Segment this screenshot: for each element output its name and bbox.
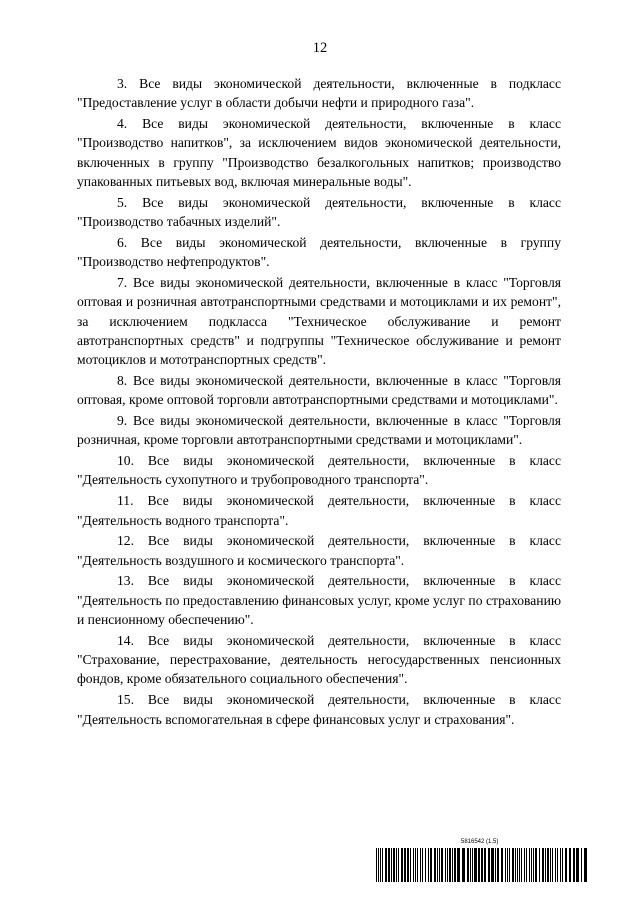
list-item: 5. Все виды экономической деятельности, включенные в класс "Производство табачных изделий". <box>77 194 561 230</box>
barcode-icon <box>376 848 590 882</box>
list-item: 4. Все виды экономической деятельности, включенные в класс "Производство напитков", за исключением видов экономической деятельности, включенных в группу "Производство безалкогольных напитков; производство упакованных питьевых вод, включая минеральные воды". <box>77 116 561 189</box>
list-item: 7. Все виды экономической деятельности, включенные в класс "Торговля оптовая и розничная автотранспортными средствами и мотоциклами и их ремонт", за исключением подкласса "Техническое обслуживание и ремонт автотранспортных средств" и подгруппы "Техническое обслуживание и ремонт мотоциклов и мототранспортных средств". <box>77 274 561 368</box>
list-item: 9. Все виды экономической деятельности, включенные в класс "Торговля розничная, кроме торговли автотранспортными средствами и мотоциклами". <box>77 413 561 448</box>
list-item: 8. Все виды экономической деятельности, включенные в класс "Торговля оптовая, кроме оптовой торговли автотранспортными средствами и мотоциклами". <box>77 372 561 408</box>
list-item: 10. Все виды экономической деятельности, включенные в класс "Деятельность сухопутного и трубопроводного транспорта". <box>77 453 561 488</box>
list-item: 15. Все виды экономической деятельности, включенные в класс "Деятельность вспомогательная в сфере финансовых услуг и страхования". <box>77 692 561 727</box>
document-footer <box>376 839 590 883</box>
page-number: 12 <box>312 40 328 56</box>
document-body <box>77 74 561 730</box>
list-item: 11. Все виды экономической деятельности, включенные в класс "Деятельность водного транспорта". <box>77 493 561 528</box>
list-item: 6. Все виды экономической деятельности, включенные в группу "Производство нефтепродуктов". <box>77 234 561 270</box>
list-item: 12. Все виды экономической деятельности, включенные в класс "Деятельность воздушного и космического транспорта". <box>77 533 561 568</box>
list-item: 13. Все виды экономической деятельности, включенные в класс "Деятельность по предоставлению финансовых услуг, кроме услуг по страхованию и пенсионному обеспечению". <box>77 573 561 628</box>
document-code: 5816542 (1.5) <box>461 839 499 845</box>
list-item: 14. Все виды экономической деятельности, включенные в класс "Страхование, перестрахование, деятельность негосударственных пенсионных фондов, кроме обязательного социального обеспечения". <box>77 632 561 687</box>
list-item: 3. Все виды экономической деятельности, включенные в подкласс "Предоставление услуг в области добычи нефти и природного газа". <box>77 76 561 111</box>
